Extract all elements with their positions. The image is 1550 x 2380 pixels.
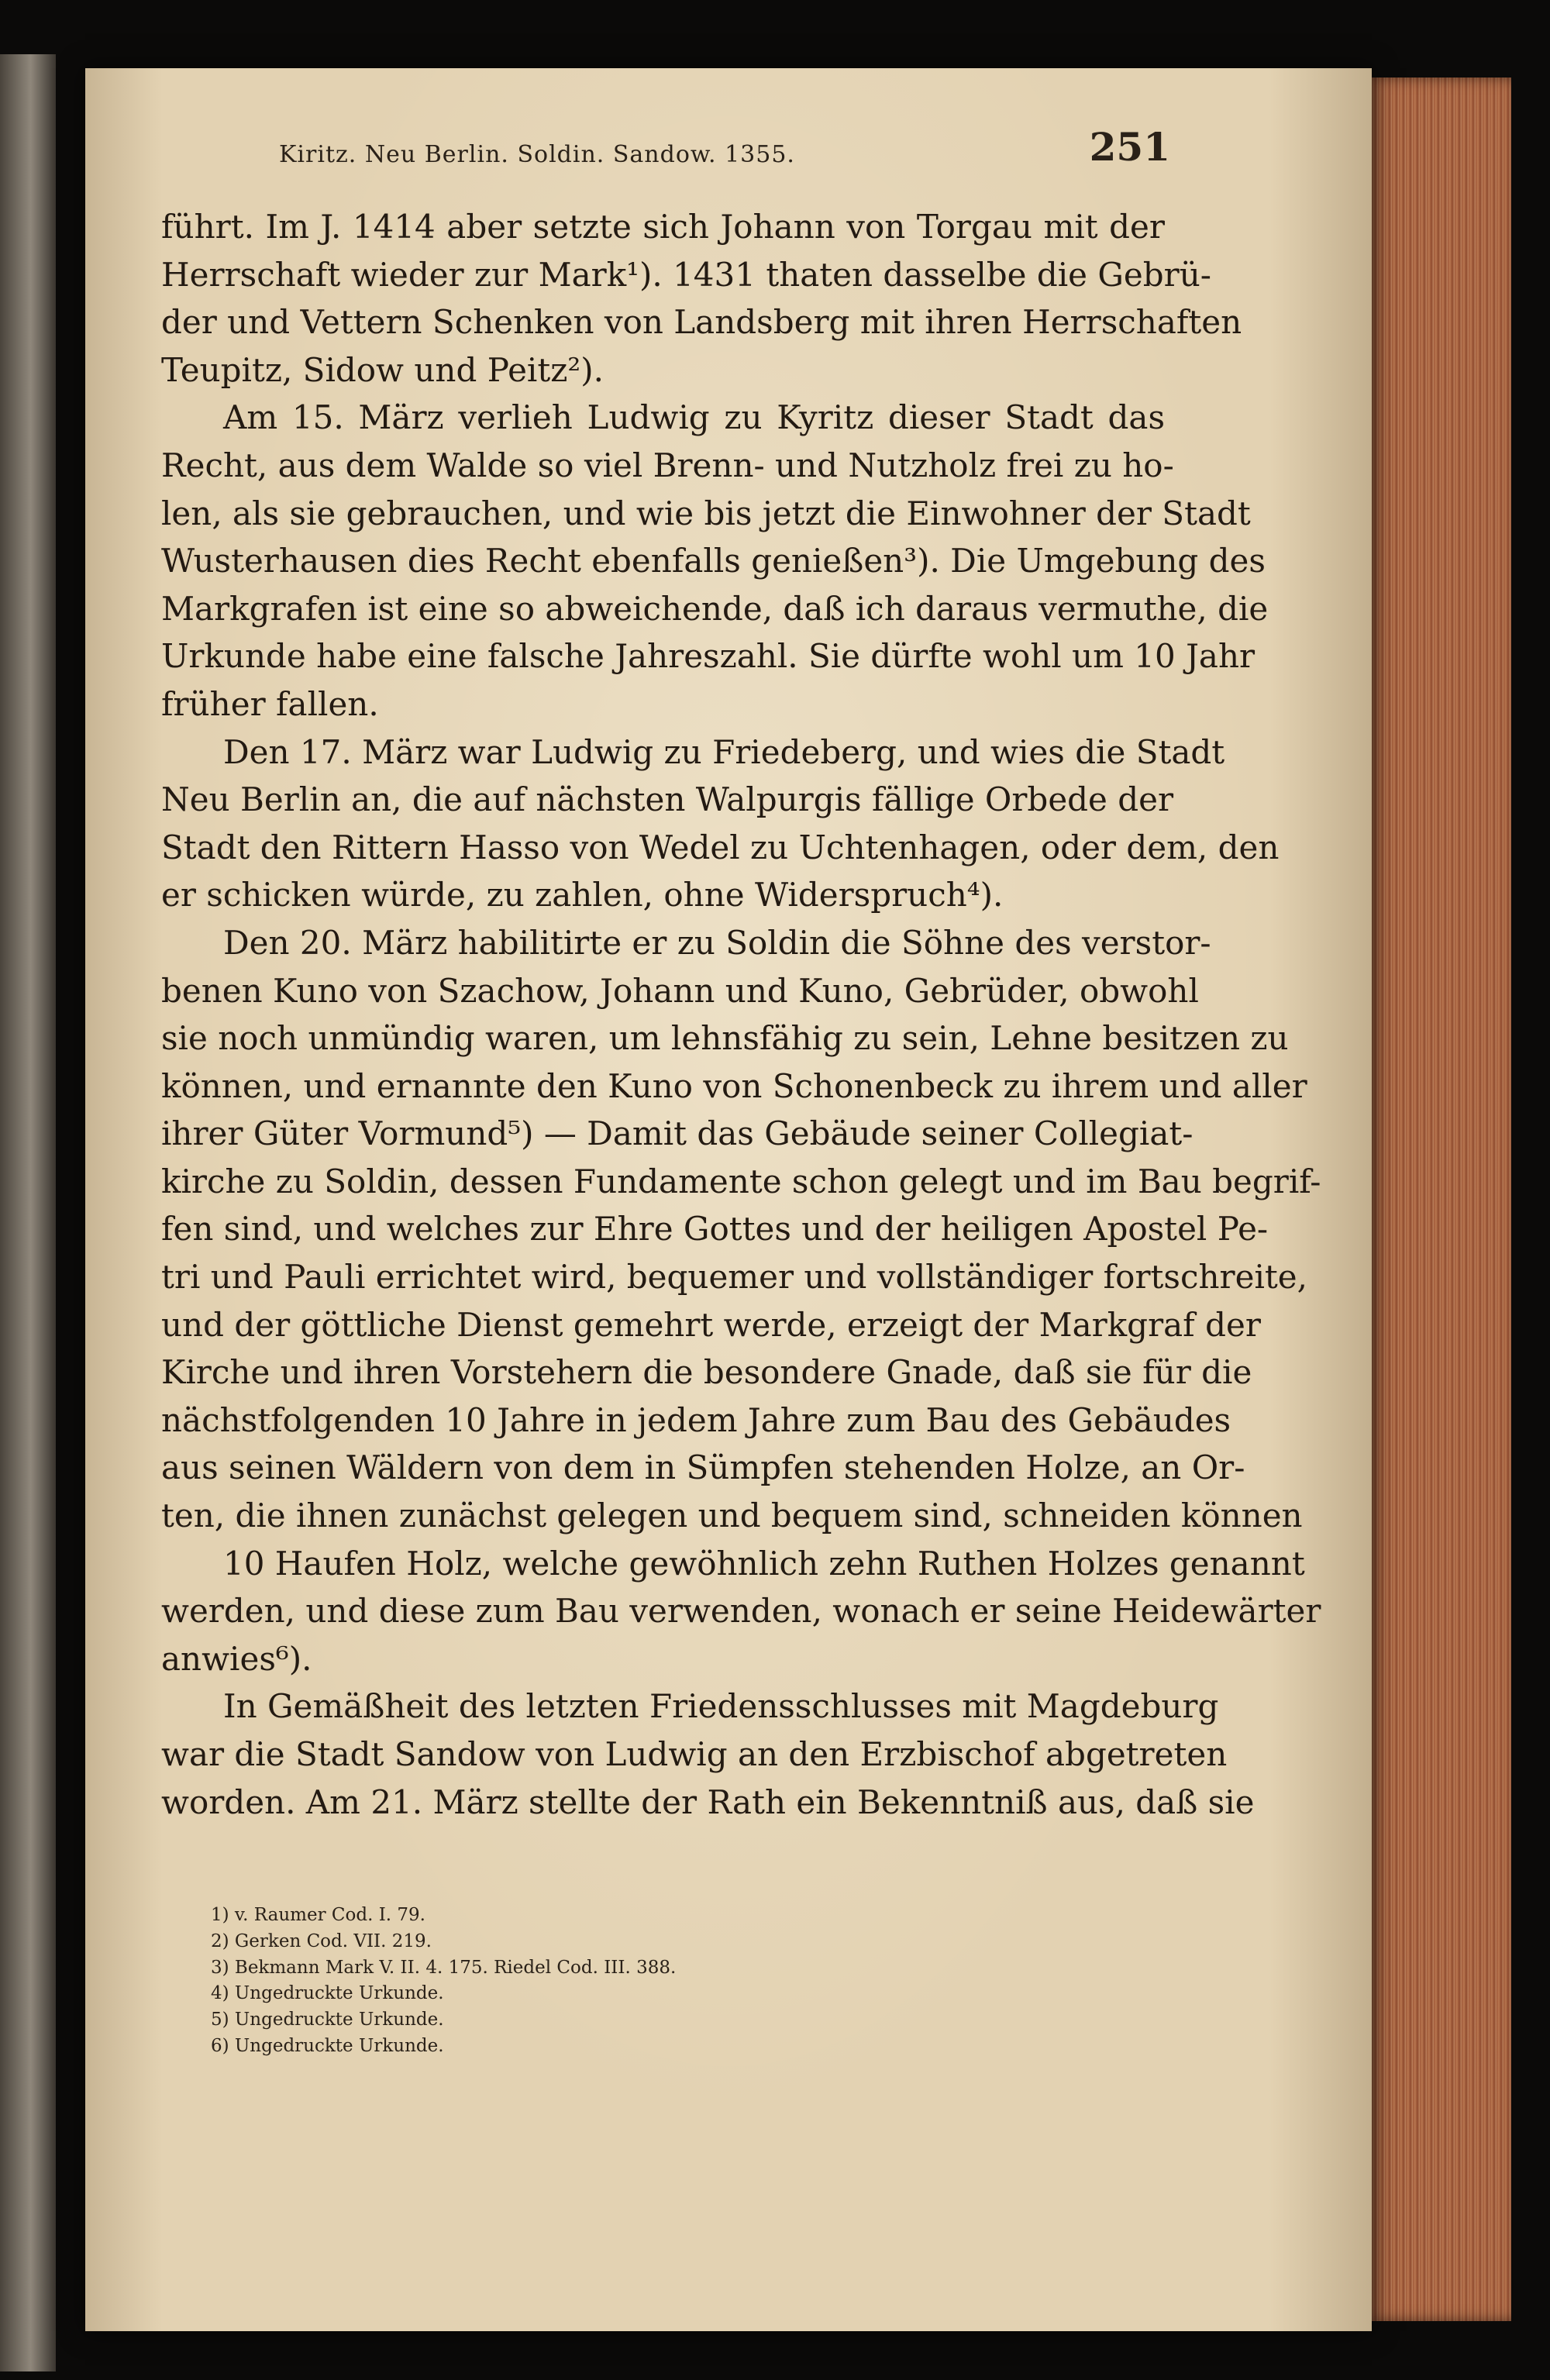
text-line: worden. Am 21. März stellte der Rath ein Bekenntniß aus, daß sie xyxy=(161,1782,1255,1821)
text-line: aus seinen Wäldern von dem in Sümpfen stehenden Holze, an Or- xyxy=(161,1448,1245,1487)
text-line: er schicken würde, zu zahlen, ohne Widerspruch⁴). xyxy=(161,876,1004,914)
text-line: Urkunde habe eine falsche Jahreszahl. Sie dürfte wohl um 10 Jahr xyxy=(161,637,1256,676)
text-line: anwies⁶). xyxy=(161,1639,312,1678)
text-line: tri und Pauli errichtet wird, bequemer und vollständiger fortschreite, xyxy=(161,1258,1308,1297)
text-line: früher fallen. xyxy=(161,684,379,723)
footnotes xyxy=(211,1903,908,2060)
footnote: 4) Ungedruckte Urkunde. xyxy=(211,1983,444,2004)
text-line: nächstfolgenden 10 Jahre in jedem Jahre zum Bau des Gebäudes xyxy=(161,1400,1231,1439)
text-line: der und Vettern Schenken von Landsberg mit ihren Herrschaften xyxy=(161,303,1242,342)
text-line: 10 Haufen Holz, welche gewöhnlich zehn Ruthen Holzes genannt xyxy=(223,1544,1305,1583)
text-line: In Gemäßheit des letzten Friedensschlusses mit Magdeburg xyxy=(223,1687,1219,1726)
text-line: war die Stadt Sandow von Ludwig an den Erzbischof abgetreten xyxy=(161,1735,1228,1773)
text-line: ten, die ihnen zunächst gelegen und bequem sind, schneiden können xyxy=(161,1497,1303,1535)
text-line: Den 17. März war Ludwig zu Friedeberg, und wies die Stadt xyxy=(223,732,1225,771)
text-line: Stadt den Rittern Hasso von Wedel zu Uchtenhagen, oder dem, den xyxy=(161,828,1280,866)
text-line: Herrschaft wieder zur Mark¹). 1431 thaten dasselbe die Gebrü- xyxy=(161,255,1211,294)
text-line: und der göttliche Dienst gemehrt werde, erzeigt der Markgraf der xyxy=(161,1305,1261,1344)
footnote: 2) Gerken Cod. VII. 219. xyxy=(211,1931,432,1951)
text-line: Am 15. März verlieh Ludwig zu Kyritz dieser Stadt das xyxy=(223,398,1165,437)
left-page-edge xyxy=(0,54,56,2371)
footnote: 1) v. Raumer Cod. I. 79. xyxy=(211,1905,425,1925)
text-line: Neu Berlin an, die auf nächsten Walpurgis fällige Orbede der xyxy=(161,780,1174,819)
text-line: ihrer Güter Vormund⁵) — Damit das Gebäude seiner Collegiat- xyxy=(161,1114,1194,1153)
text-line: Teupitz, Sidow und Peitz²). xyxy=(161,350,604,389)
text-line: können, und ernannte den Kuno von Schonenbeck zu ihrem und aller xyxy=(161,1066,1307,1105)
text-line: sie noch unmündig waren, um lehnsfähig zu sein, Lehne besitzen zu xyxy=(161,1019,1289,1058)
page-number: 251 xyxy=(1089,124,1170,170)
text-line: Wusterhausen dies Recht ebenfalls genießen³). Die Umgebung des xyxy=(161,542,1266,580)
text-line: benen Kuno von Szachow, Johann und Kuno, Gebrüder, obwohl xyxy=(161,971,1199,1010)
page-header xyxy=(279,124,1170,186)
running-head: Kiritz. Neu Berlin. Soldin. Sandow. 1355. xyxy=(279,141,795,168)
text-line: werden, und diese zum Bau verwenden, wonach er seine Heidewärter xyxy=(161,1592,1321,1631)
text-line: führt. Im J. 1414 aber setzte sich Johann von Torgau mit der xyxy=(161,208,1165,246)
book-page-stack-edge xyxy=(1364,77,1511,2321)
text-line: Kirche und ihren Vorstehern die besondere Gnade, daß sie für die xyxy=(161,1353,1252,1392)
text-line: Den 20. März habilitirte er zu Soldin die Söhne des verstor- xyxy=(223,923,1211,962)
text-line: kirche zu Soldin, dessen Fundamente schon gelegt und im Bau begrif- xyxy=(161,1162,1321,1200)
body-text xyxy=(161,203,1321,1826)
footnote: 5) Ungedruckte Urkunde. xyxy=(211,2010,444,2030)
text-line: Recht, aus dem Walde so viel Brenn- und Nutzholz frei zu ho- xyxy=(161,446,1174,484)
footnote: 6) Ungedruckte Urkunde. xyxy=(211,2035,444,2056)
text-line: fen sind, und welches zur Ehre Gottes und der heiligen Apostel Pe- xyxy=(161,1210,1269,1249)
footnote: 3) Bekmann Mark V. II. 4. 175. Riedel Cod. III. 388. xyxy=(211,1957,677,1978)
text-line: Markgrafen ist eine so abweichende, daß ich daraus vermuthe, die xyxy=(161,589,1269,628)
text-line: len, als sie gebrauchen, und wie bis jetzt die Einwohner der Stadt xyxy=(161,494,1251,532)
